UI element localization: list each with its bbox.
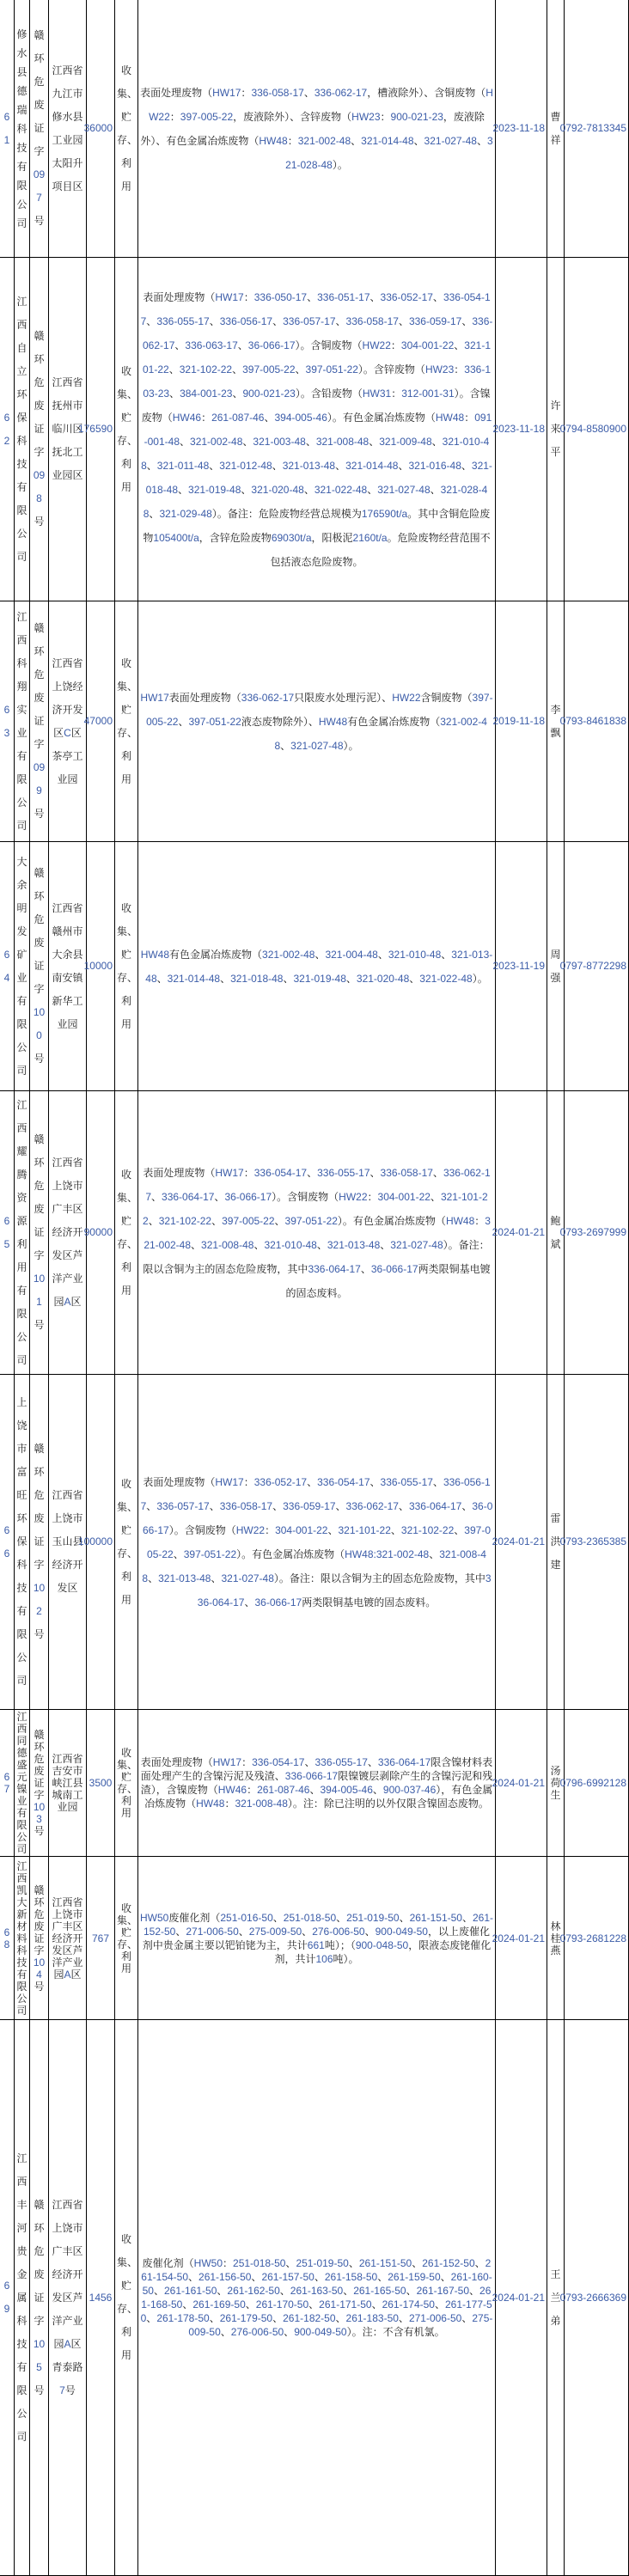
waste-description-cell: 表面处理废物（HW17：336-058-17、336-062-17，槽液除外）、含铜废物（HW22：397-005-22，废液除外）、含锌废物（HW23：900-021-23，废液除外）、有色金属冶炼废物（HW48：321-002-48、321-014-48、321-027-48、321-028-48）。 [138, 0, 496, 258]
phone-cell: 0792-7813345 [565, 0, 629, 258]
table-row [0, 258, 629, 601]
company-cell: 江西耀腾资源利用有限公司 [15, 1091, 30, 1375]
capacity-cell: 767 [87, 1857, 115, 2020]
address-cell: 江西省赣州市大余县南安镇新华工业园 [49, 842, 87, 1091]
contact-name-cell: 鲍斌 [547, 1091, 565, 1375]
company-cell: 江西丰河贵金属科技有限公司 [15, 2020, 30, 2576]
waste-description-cell: 表面处理废物（HW17：336-054-17、336-055-17、336-058-17、336-062-17、336-064-17、36-066-17）。含铜废物（HW22：304-001-22、321-101-22、321-102-22、397-005-22、397-051-22）。有色金属冶炼废物（HW48：321-002-48、321-008-48、321-010-48、321-013-48、321-027-48）。备注：限以含铜为主的固态危险废物，其中336-064-17、36-066-17两类限铜基电镀的固态废料。 [138, 1091, 496, 1375]
phone-cell: 0793-2697999 [565, 1091, 629, 1375]
phone-cell: 0793-2365385 [565, 1375, 629, 1710]
license-cell: 赣环危废证字101号 [30, 1091, 49, 1375]
row-number-cell: 65 [0, 1091, 15, 1375]
waste-description-cell: HW48有色金属冶炼废物（321-002-48、321-004-48、321-010-48、321-013-48、321-014-48、321-018-48、321-019-48、321-020-48、321-022-48）。 [138, 842, 496, 1091]
license-cell: 赣环危废证字102号 [30, 1375, 49, 1710]
issue-date-cell: 2024-01-21 [496, 1857, 547, 2020]
license-cell: 赣环危废证字105号 [30, 2020, 49, 2576]
company-cell: 上饶市富旺环保科技有限公司 [15, 1375, 30, 1710]
table-row [0, 1857, 629, 2020]
capacity-cell: 100000 [87, 1375, 115, 1710]
table-row [0, 842, 629, 1091]
row-number-cell: 66 [0, 1375, 15, 1710]
contact-name-cell: 林桂燕 [547, 1857, 565, 2020]
table-row [0, 0, 629, 258]
company-cell: 大余明发矿业有限公司 [15, 842, 30, 1091]
company-cell: 江西凯大新材料科技有限公司 [15, 1857, 30, 2020]
row-number-cell: 68 [0, 1857, 15, 2020]
row-number-cell: 62 [0, 258, 15, 601]
capacity-cell: 1456 [87, 2020, 115, 2576]
phone-cell: 0797-8772298 [565, 842, 629, 1091]
phone-cell: 0793-8461838 [565, 601, 629, 842]
row-number-cell: 64 [0, 842, 15, 1091]
address-cell: 江西省上饶市广丰区经济开发区芦洋产业园A区 [49, 1857, 87, 2020]
issue-date-cell: 2024-01-21 [496, 2020, 547, 2576]
address-cell: 江西省上饶市广丰区经济开发区芦洋产业园A区青泰路7号 [49, 2020, 87, 2576]
issue-date-cell: 2023-11-18 [496, 0, 547, 258]
license-cell: 赣环危废证字097号 [30, 0, 49, 258]
contact-name-cell: 王兰弟 [547, 2020, 565, 2576]
address-cell: 江西省上饶经济开发区C区茶亭工业园 [49, 601, 87, 842]
operation-cell: 收集、贮存、利用 [115, 2020, 138, 2576]
issue-date-cell: 2024-01-21 [496, 1375, 547, 1710]
waste-description-cell: 表面处理废物（HW17：336-052-17、336-054-17、336-055-17、336-056-17、336-057-17、336-058-17、336-059-17、336-062-17、336-064-17、36-066-17）。含铜废物（HW22：304-001-22、321-101-22、321-102-22、397-005-22、397-051-22）。有色金属冶炼废物（HW48:321-002-48、321-008-48、321-013-48、321-027-48）。备注：限以含铜为主的固态危险废物，其中336-064-17、36-066-17两类限铜基电镀的固态废料。 [138, 1375, 496, 1710]
waste-description-cell: 表面处理废物（HW17：336-050-17、336-051-17、336-052-17、336-054-17、336-055-17、336-056-17、336-057-17、336-058-17、336-059-17、336-062-17、336-063-17、36-066-17）。含铜废物（HW22：304-001-22、321-101-22、321-102-22、397-005-22、397-051-22）。含锌废物（HW23：336-103-23、384-001-23、900-021-23）。含铅废物（HW31：312-001-31）。含镍废物（HW46：261-087-46、394-005-46）。有色金属冶炼废物（HW48：091-001-48、321-002-48、321-003-48、321-008-48、321-009-48、321-010-48、321-011-48、321-012-48、321-013-48、321-014-48、321-016-48、321-018-48、321-019-48、321-020-48、321-022-48、321-027-48、321-028-48、321-029-48）。备注：危险废物经营总规模为176590t/a。其中含铜危险废物105400t/a，含锌危险废物69030t/a，阳极泥2160t/a。危险废物经营范围不包括液态危险废物。 [138, 258, 496, 601]
waste-description-cell: 废催化剂（HW50：251-018-50、251-019-50、261-151-50、261-152-50、261-154-50、261-156-50、261-157-50、261-158-50、261-159-50、261-160-50、261-161-50、261-162-50、261-163-50、261-165-50、261-167-50、261-168-50、261-169-50、261-170-50、261-171-50、261-174-50、261-177-50、261-178-50、261-179-50、261-182-50、261-183-50、271-006-50、275-009-50、276-006-50、900-049-50）。注：不含有机氯。 [138, 2020, 496, 2576]
capacity-cell: 47000 [87, 601, 115, 842]
issue-date-cell: 2024-01-21 [496, 1710, 547, 1857]
capacity-cell: 176590 [87, 258, 115, 601]
issue-date-cell: 2023-11-18 [496, 258, 547, 601]
license-cell: 赣环危废证字104号 [30, 1857, 49, 2020]
contact-name-cell: 周强 [547, 842, 565, 1091]
table-row [0, 1091, 629, 1375]
operation-cell: 收集、贮存、利用 [115, 1091, 138, 1375]
address-cell: 江西省上饶市广丰区经济开发区芦洋产业园A区 [49, 1091, 87, 1375]
company-cell: 江西同德盛元镍业有限公司 [15, 1710, 30, 1857]
license-cell: 赣环危废证字103号 [30, 1710, 49, 1857]
row-number-cell: 69 [0, 2020, 15, 2576]
waste-description-cell: HW50废催化剂（251-016-50、251-018-50、251-019-50、261-151-50、261-152-50、271-006-50、275-009-50、276-006-50、900-049-50，以上废催化剂中贵金属主要以钯铂铑为主，共计661吨）；（900-048-50，限液态废铑催化剂，共计106吨）。 [138, 1857, 496, 2020]
contact-name-cell: 汤荷生 [547, 1710, 565, 1857]
waste-description-cell: 表面处理废物（HW17：336-054-17、336-055-17、336-064-17限含镍材料表面处理产生的含镍污泥及残渣、336-066-17限镍镀层剥除产生的含镍污泥和残渣），含镍废物（HW46：261-087-46、394-005-46、900-037-46），有色金属冶炼废物（HW48：321-008-48）。注：除已注明的以外仅限含镍固态废物。 [138, 1710, 496, 1857]
address-cell: 江西省九江市修水县工业园太阳升项目区 [49, 0, 87, 258]
address-cell: 江西省抚州市临川区抚北工业园区 [49, 258, 87, 601]
contact-name-cell: 许来平 [547, 258, 565, 601]
contact-name-cell: 雷洪建 [547, 1375, 565, 1710]
issue-date-cell: 2024-01-21 [496, 1091, 547, 1375]
table-row [0, 1375, 629, 1710]
contact-name-cell: 曹祥 [547, 0, 565, 258]
capacity-cell: 90000 [87, 1091, 115, 1375]
phone-cell: 0793-2681228 [565, 1857, 629, 2020]
capacity-cell: 10000 [87, 842, 115, 1091]
table-row [0, 2020, 629, 2576]
company-cell: 江西自立环保科技有限公司 [15, 258, 30, 601]
company-cell: 江西科翔实业有限公司 [15, 601, 30, 842]
capacity-cell: 36000 [87, 0, 115, 258]
operation-cell: 收集、贮存、利用 [115, 1857, 138, 2020]
operation-cell: 收集、贮存、利用 [115, 601, 138, 842]
row-number-cell: 61 [0, 0, 15, 258]
row-number-cell: 67 [0, 1710, 15, 1857]
waste-description-cell: HW17表面处理废物（336-062-17只限废水处理污泥）、HW22含铜废物（397-005-22、397-051-22液态废物除外）、HW48有色金属冶炼废物（321-002-48、321-027-48）。 [138, 601, 496, 842]
operation-cell: 收集、贮存、利用 [115, 258, 138, 601]
operation-cell: 收集、贮存、利用 [115, 842, 138, 1091]
table-row [0, 1710, 629, 1857]
capacity-cell: 3500 [87, 1710, 115, 1857]
license-cell: 赣环危废证字098号 [30, 258, 49, 601]
company-cell: 修水县德瑞科技有限公司 [15, 0, 30, 258]
table-row [0, 601, 629, 842]
address-cell: 江西省上饶市玉山县经济开发区 [49, 1375, 87, 1710]
operation-cell: 收集、贮存、利用 [115, 0, 138, 258]
contact-name-cell: 李飘 [547, 601, 565, 842]
phone-cell: 0796-6992128 [565, 1710, 629, 1857]
address-cell: 江西省吉安市峡江县城南工业园 [49, 1710, 87, 1857]
issue-date-cell: 2023-11-19 [496, 842, 547, 1091]
operation-cell: 收集、贮存、利用 [115, 1375, 138, 1710]
license-cell: 赣环危废证字100号 [30, 842, 49, 1091]
operation-cell: 收集、贮存、利用 [115, 1710, 138, 1857]
row-number-cell: 63 [0, 601, 15, 842]
license-cell: 赣环危废证字099号 [30, 601, 49, 842]
phone-cell: 0793-2666369 [565, 2020, 629, 2576]
issue-date-cell: 2019-11-18 [496, 601, 547, 842]
phone-cell: 0794-8580900 [565, 258, 629, 601]
